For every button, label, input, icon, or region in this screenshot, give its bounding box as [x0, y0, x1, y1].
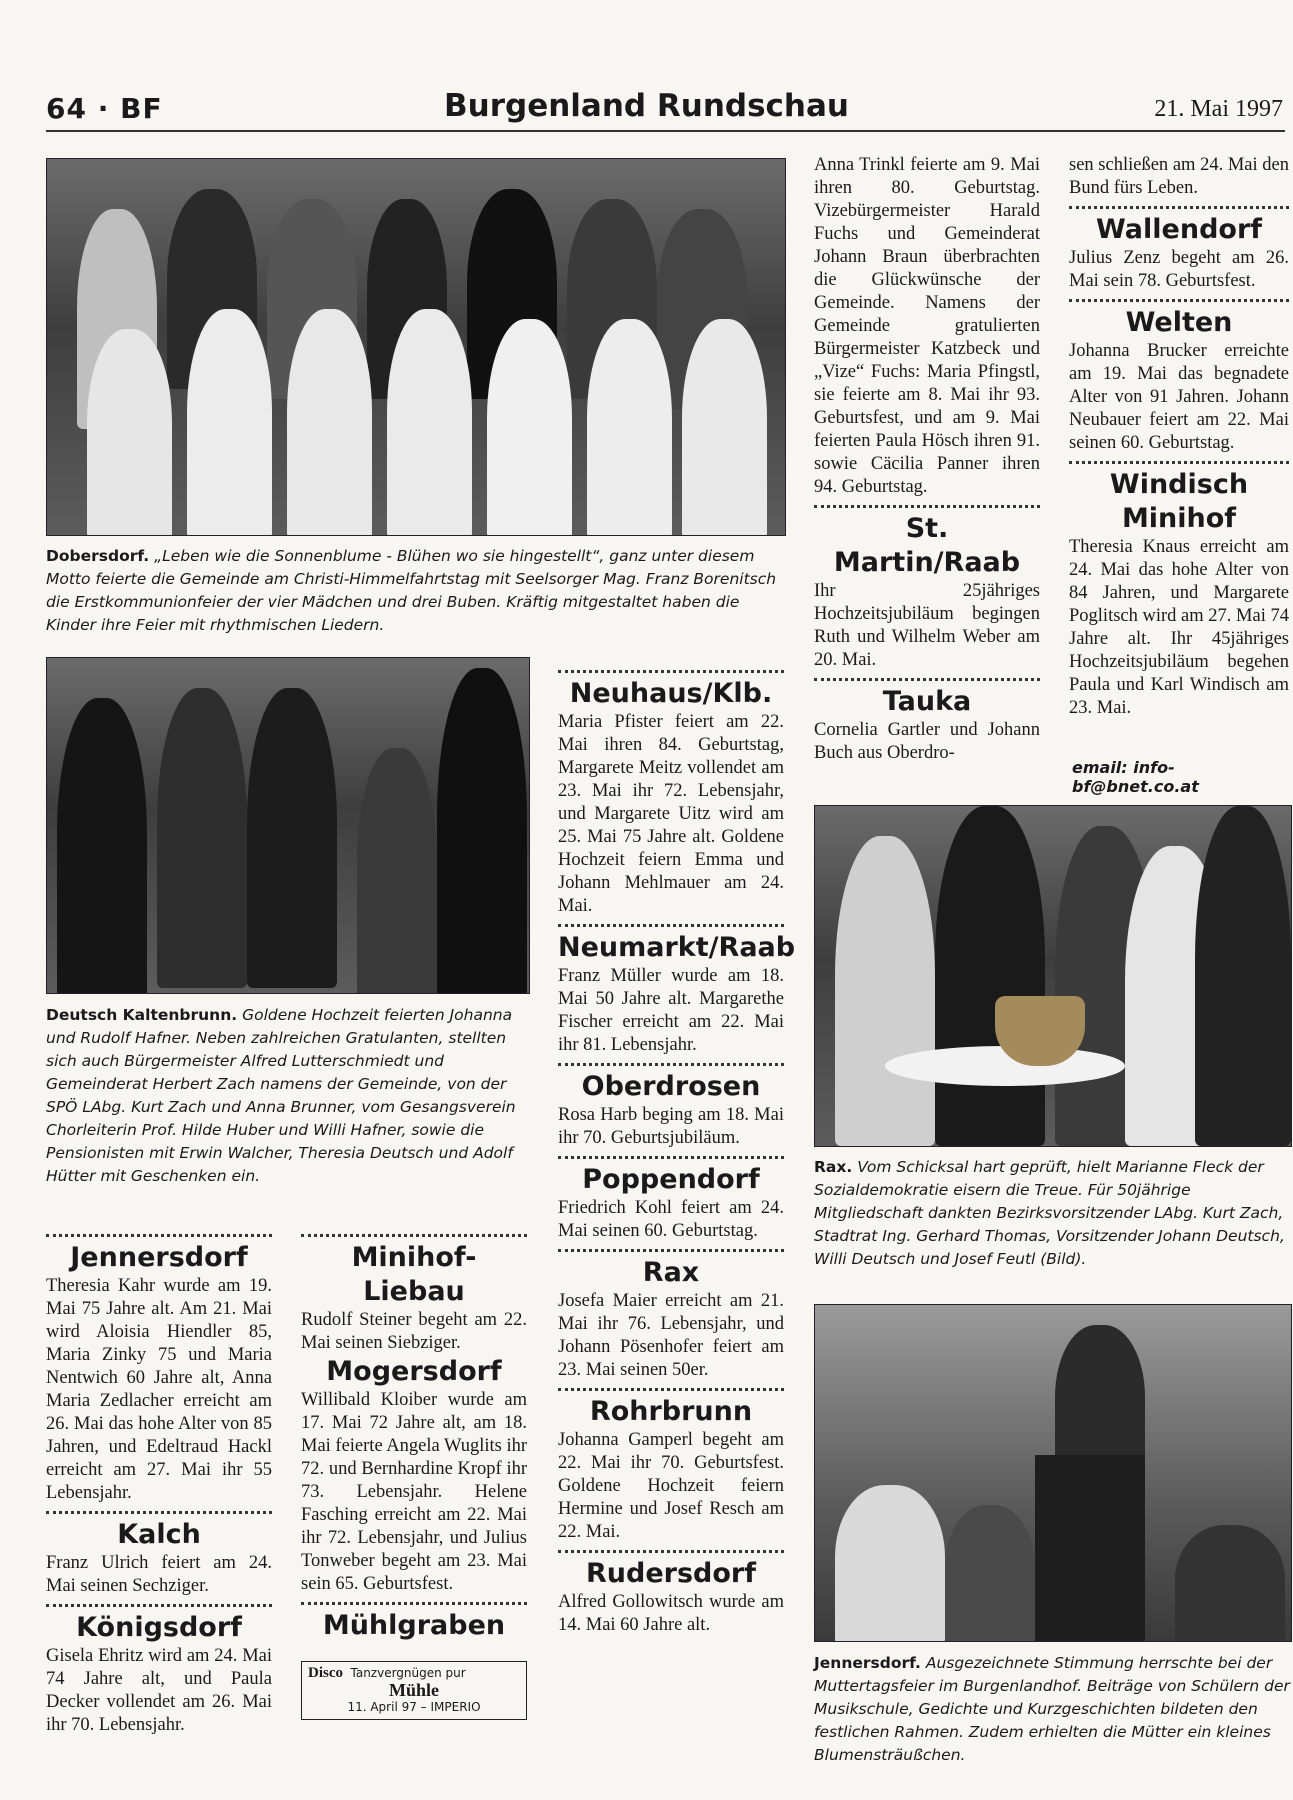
- section-text: sen schließen am 24. Mai den Bund fürs Leben.: [1069, 155, 1289, 198]
- section-text: Anna Trinkl feierte am 9. Mai ihren 80. Geburtstag. Vizebürgermeister Harald Fuchs und Gemeinderat Johann Braun überbrachten die Glückwünsche der Gemeinde. Namens der Gemeinde gratulierten Bürgermeister Katzbeck und „Vize“ Fuchs: Maria Pfingstl, sie feierte am 8. Mai ihr 93. Geburtsfest, und am 9. Mai feierten Paula Hösch ihren 91. sowie Cäcilia Panner ihren 94. Geburtstag.: [814, 155, 1040, 497]
- section-heading: Jennersdorf: [70, 1242, 248, 1273]
- caption-place: Dobersdorf.: [46, 547, 150, 565]
- section-heading: Neuhaus/Klb.: [569, 678, 773, 709]
- deutsch-kaltenbrunn-caption: [46, 1004, 531, 1188]
- ad-venue: Mühle: [388, 1680, 439, 1700]
- jennersdorf-photo: [814, 1304, 1292, 1642]
- section-text: Rosa Harb beging am 18. Mai ihr 70. Geburtsjubiläum.: [558, 1105, 784, 1148]
- section-text: Johanna Gamperl begeht am 22. Mai ihr 70. Geburtsfest. Goldene Hochzeit feiern Hermine und Josef Resch am 22. Mai.: [558, 1430, 784, 1542]
- section-divider: [558, 670, 784, 673]
- column-5: [1069, 154, 1289, 720]
- section-text: Willibald Kloiber wurde am 17. Mai 72 Jahre alt, am 18. Mai feierte Angela Wuglits ihr 72. und Bernhardine Kropf ihr 73. Lebensjahr. Helene Fasching erreicht am 22. Mai ihr 72. Lebensjahr, und Julius Tonweber begeht am 23. Mai sein 65. Geburtsfest.: [301, 1390, 527, 1594]
- issue-date: 21. Mai 1997: [1154, 96, 1283, 122]
- section-text: Theresia Knaus erreicht am 24. Mai das hohe Alter von 84 Jahren, und Margarete Poglitsch wird am 27. Mai 74 Jahre alt. Ihr 45jähriges Hochzeitsjubiläum begehen Paula und Karl Windisch am 23. Mai.: [1069, 537, 1289, 718]
- section-text: Gisela Ehritz wird am 24. Mai 74 Jahre alt, und Paula Decker vollendet am 26. Mai ihr 70. Lebensjahr.: [46, 1646, 272, 1735]
- section-heading: Mühlgraben: [322, 1610, 506, 1641]
- section-divider: [814, 505, 1040, 508]
- section-divider: [558, 924, 784, 927]
- caption-text: Goldene Hochzeit feierten Johanna und Rudolf Hafner. Neben zahlreichen Gratulanten, stellten sich auch Bürgermeister Alfred Lutterschmiedt und Gemeinderat Herbert Zach namens der Gemeinde, von der SPÖ LAbg. Kurt Zach und Anna Brunner, vom Gesangsverein Chorleiterin Prof. Hilde Huber und Willi Hafner, sowie die Pensionisten mit Erwin Walcher, Theresia Deutsch und Adolf Hütter mit Geschenken ein.: [46, 1006, 516, 1185]
- section-heading: Neumarkt/Raab: [558, 932, 796, 963]
- section-divider: [1069, 299, 1289, 302]
- deutsch-kaltenbrunn-photo: [46, 657, 530, 994]
- section-divider: [46, 1604, 272, 1607]
- ad-subtitle: Tanzvergnügen pur: [350, 1666, 466, 1680]
- section-text: Cornelia Gartler und Johann Buch aus Oberdro-: [814, 720, 1040, 763]
- dobersdorf-photo: [46, 158, 786, 536]
- dobersdorf-caption: [46, 545, 786, 637]
- section-text: Rudolf Steiner begeht am 22. Mai seinen Siebziger.: [301, 1310, 527, 1353]
- section-heading: Rudersdorf: [586, 1558, 756, 1589]
- section-divider: [558, 1249, 784, 1252]
- section-heading: Poppendorf: [582, 1164, 760, 1195]
- disco-advertisement: [301, 1661, 527, 1720]
- caption-text: Ausgezeichnete Stimmung herrschte bei der Muttertagsfeier im Burgenlandhof. Beiträge von Schülern der Musikschule, Gedichte und Kurzgeschichten bildeten den festlichen Rahmen. Zudem erhielten die Mütter ein kleines Blumensträußchen.: [814, 1654, 1290, 1764]
- section-heading: Rax: [642, 1257, 700, 1288]
- section-heading: Mogersdorf: [326, 1356, 502, 1387]
- column-2: [301, 1228, 527, 1720]
- caption-text: Vom Schicksal hart geprüft, hielt Marianne Fleck der Sozialdemokratie eisern die Treue. Für 50jährige Mitgliedschaft dankten Bezirksvorsitzender LAbg. Kurt Zach, Stadtrat Ing. Gerhard Thomas, Vorsitzender Johann Deutsch, Willi Deutsch und Josef Feutl (Bild).: [814, 1158, 1285, 1268]
- section-divider: [558, 1550, 784, 1553]
- ad-title: Disco: [308, 1665, 343, 1681]
- newspaper-title: Burgenland Rundschau: [444, 88, 849, 124]
- header-rule: [46, 130, 1285, 132]
- section-heading: Minihof-Liebau: [351, 1242, 477, 1307]
- column-4: [814, 154, 1040, 765]
- section-heading: Tauka: [882, 686, 972, 717]
- caption-place: Deutsch Kaltenbrunn.: [46, 1006, 238, 1024]
- section-heading: Kalch: [117, 1519, 201, 1550]
- section-divider: [46, 1234, 272, 1237]
- rax-caption: [814, 1156, 1290, 1271]
- column-1: [46, 1228, 272, 1737]
- section-text: Alfred Gollowitsch wurde am 14. Mai 60 Jahre alt.: [558, 1592, 784, 1635]
- contact-email[interactable]: email: info-bf@bnet.co.at: [1072, 758, 1199, 796]
- section-heading: St. Martin/Raab: [833, 513, 1021, 578]
- section-heading: Rohrbrunn: [589, 1396, 753, 1427]
- section-divider: [558, 1063, 784, 1066]
- section-heading: Königsdorf: [76, 1612, 242, 1643]
- section-divider: [46, 1511, 272, 1514]
- jennersdorf-caption: [814, 1652, 1290, 1767]
- section-divider: [558, 1156, 784, 1159]
- page-number: 64 · BF: [46, 92, 163, 125]
- section-heading: Wallendorf: [1095, 214, 1263, 245]
- caption-place: Rax.: [814, 1158, 853, 1176]
- section-text: Franz Müller wurde am 18. Mai 50 Jahre alt. Margarethe Fischer erreicht am 22. Mai ihr 81. Lebensjahr.: [558, 966, 784, 1055]
- ad-date: 11. April 97 – IMPERIO: [347, 1700, 481, 1714]
- section-text: Theresia Kahr wurde am 19. Mai 75 Jahre alt. Am 21. Mai wird Aloisia Hiendler 85, Maria Zinky 75 und Maria Nentwich 60 Jahre alt, Anna Maria Zedlacher erreicht am 26. Mai das hohe Alter von 85 Jahren, und Edeltraud Hackl erreicht am 27. Mai ihr 55 Lebensjahr.: [46, 1276, 272, 1503]
- section-divider: [1069, 206, 1289, 209]
- section-divider: [301, 1234, 527, 1237]
- section-divider: [301, 1602, 527, 1605]
- section-heading: Windisch Minihof: [1109, 469, 1249, 534]
- caption-place: Jennersdorf.: [814, 1654, 921, 1672]
- section-text: Julius Zenz begeht am 26. Mai sein 78. Geburtsfest.: [1069, 248, 1289, 291]
- section-heading: Welten: [1125, 307, 1233, 338]
- section-text: Friedrich Kohl feiert am 24. Mai seinen 60. Geburtstag.: [558, 1198, 784, 1241]
- section-divider: [814, 678, 1040, 681]
- rax-photo: [814, 805, 1292, 1147]
- section-divider: [1069, 461, 1289, 464]
- section-heading: Oberdrosen: [581, 1071, 761, 1102]
- section-text: Johanna Brucker erreichte am 19. Mai das begnadete Alter von 91 Jahren. Johann Neubauer feiert am 22. Mai seinen 60. Geburtstag.: [1069, 341, 1289, 453]
- section-divider: [558, 1388, 784, 1391]
- section-text: Franz Ulrich feiert am 24. Mai seinen Sechziger.: [46, 1553, 272, 1596]
- section-text: Maria Pfister feiert am 22. Mai ihren 84. Geburtstag, Margarete Meitz vollendet am 23. Mai ihr 72. Lebensjahr, und Margarete Uitz wird am 25. Mai 75 Jahre alt. Goldene Hochzeit feiern Emma und Johann Mehlmauer am 24. Mai.: [558, 712, 784, 916]
- caption-text: „Leben wie die Sonnenblume - Blühen wo sie hingestellt“, ganz unter diesem Motto feierte die Gemeinde am Christi-Himmelfahrtstag mit Seelsorger Mag. Franz Borenitsch die Erstkommunionfeier der vier Mädchen und drei Buben. Kräftig mitgestaltet haben die Kinder ihre Feier mit rhythmischen Liedern.: [46, 547, 777, 634]
- column-3: [558, 664, 796, 1637]
- section-text: Ihr 25jähriges Hochzeitsjubiläum begingen Ruth und Wilhelm Weber am 20. Mai.: [814, 581, 1040, 670]
- section-text: Josefa Maier erreicht am 21. Mai ihr 76. Lebensjahr, und Johann Pösenhofer feiert am 23. Mai seinen 50er.: [558, 1291, 784, 1380]
